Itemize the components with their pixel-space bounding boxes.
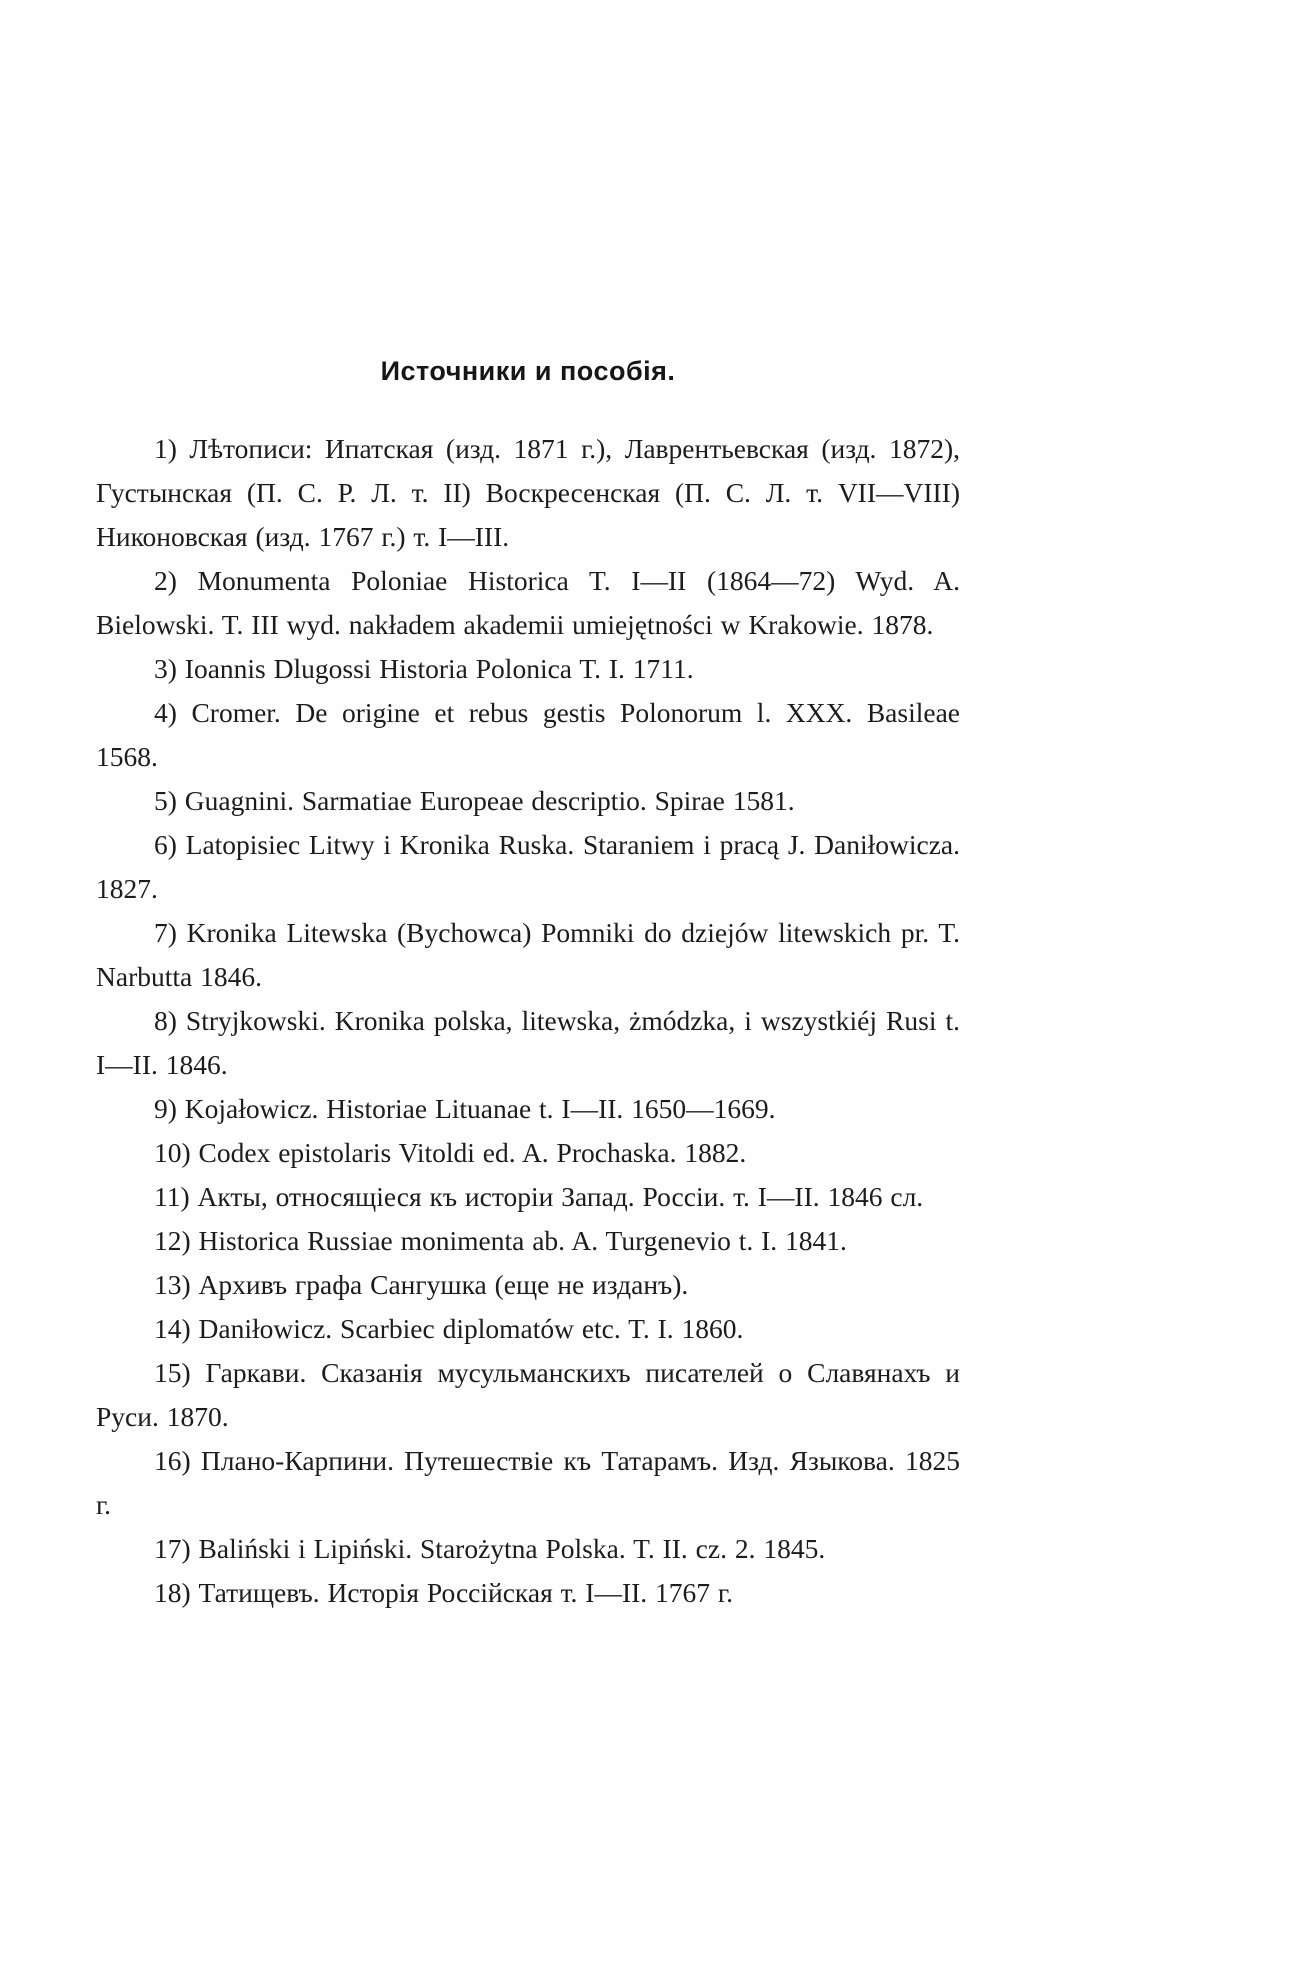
bibliography-entry: 6) Latopisiec Litwy i Kronika Ruska. Staraniem i pracą J. Daniłowicza. 1827. (96, 829, 960, 904)
bibliography-entry: 15) Гаркави. Сказанія мусульманскихъ писателей о Славянахъ и Руси. 1870. (96, 1357, 960, 1432)
section-title: Источники и пособія. (380, 356, 676, 386)
text-block (96, 356, 960, 1615)
bibliography-entry: 5) Guagnini. Sarmatiae Europeae descriptio. Spirae 1581. (154, 785, 795, 816)
bibliography-entry: 9) Kojałowicz. Historiae Lituanae t. I—II. 1650—1669. (154, 1093, 776, 1124)
bibliography-entry: 17) Baliński i Lipiński. Starożytna Polska. T. II. cz. 2. 1845. (154, 1533, 826, 1564)
bibliography-entry: 8) Stryjkowski. Kronika polska, litewska, żmódzka, i wszystkiéj Rusi t. I—II. 1846. (96, 1005, 960, 1080)
bibliography-entry: 18) Татищевъ. Исторія Россійская т. I—II. 1767 г. (154, 1577, 733, 1608)
bibliography-entry: 14) Daniłowicz. Scarbiec diplomatów etc. T. I. 1860. (154, 1313, 744, 1344)
bibliography-entry: 4) Cromer. De origine et rebus gestis Polonorum l. XXX. Basileae 1568. (96, 697, 960, 772)
bibliography-entry: 1) Лѣтописи: Ипатская (изд. 1871 г.), Лаврентьевская (изд. 1872), Густынская (П. С. Р. Л. т. II) Воскресенская (П. С. Л. т. VII—VIII) Никоновская (изд. 1767 г.) т. I—III. (96, 433, 960, 552)
bibliography-entry: 13) Архивъ графа Сангушка (еще не изданъ). (154, 1269, 689, 1300)
bibliography-entry: 11) Акты, относящіеся къ исторіи Запад. Россіи. т. I—II. 1846 сл. (154, 1181, 924, 1212)
bibliography-entry: 3) Ioannis Dlugossi Historia Polonica T. I. 1711. (154, 653, 694, 684)
bibliography-entry: 7) Kronika Litewska (Bychowca) Pomniki do dziejów litewskich pr. T. Narbutta 1846. (96, 917, 960, 992)
bibliography-entry: 10) Codex epistolaris Vitoldi ed. A. Prochaska. 1882. (154, 1137, 747, 1168)
bibliography-entry: 16) Плано-Карпини. Путешествіе къ Татарамъ. Изд. Языкова. 1825 г. (96, 1445, 960, 1520)
bibliography-entry: 12) Historica Russiae monimenta ab. A. Turgenevio t. I. 1841. (154, 1225, 847, 1256)
bibliography-entry: 2) Monumenta Poloniae Historica T. I—II (1864—72) Wyd. A. Bielowski. T. III wyd. nakładem akademii umiejętności w Krakowie. 1878. (96, 565, 960, 640)
